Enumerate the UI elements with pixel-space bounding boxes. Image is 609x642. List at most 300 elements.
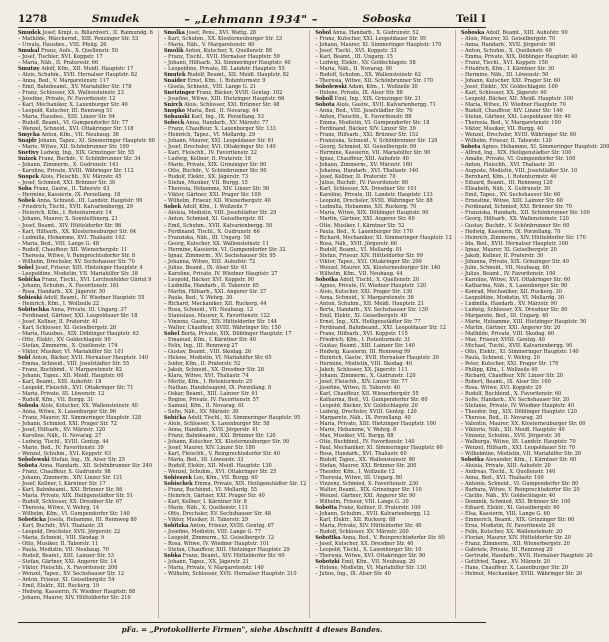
entry-details: – Franz, Buchbind., V. Margaretenstr. 82 [18,366,122,373]
entry-details: – Ferdinand, Schmied, XXI. Brünner Str. 70 [460,204,573,211]
entry-details: – Konrad, Mechaniker, XII. Ruckerg. 30 [460,288,562,295]
entry-details: – Wenzel, Schuhm., XVI. Ottakringer Str. 25 [163,469,277,476]
entry-details: – Maria, Witwe, IV. Wiedner Hauptstr. 70 [460,102,566,109]
entry-details: – Mathilde, Wäschernd., XIII. Penzinger Str. 53 [18,36,139,43]
entry-details: – Jakob, Schneid., XX. Dresdner Str. 28 [163,366,264,373]
entry-details: – Leopold, Zimmerm., XI. Geiselbergstr. 12 [163,535,274,542]
entry-details: – Mathilde, Private, VIII. Skodag. 60 [460,330,555,337]
entry-details: – Maria, Private, III. Löwenstr. 12 [18,390,105,397]
entry-details: – Wilhelm, Kfm., VII. Neubaug. 44 [315,270,403,277]
entry-details: – Helene, Modistin, VI. Mariahilfer Str. 130 [315,565,427,572]
entry-details: – Leopold, Fleischh., XVI. Ottakringer Str. 71 [18,384,134,391]
entry-details: – Valentin, Maurer, XX. Klosterneuburger Str. 60 [460,421,586,428]
entry-details: – Theresia, Witwe, V. Reinprechtsdorfer Str. 8 [18,252,136,259]
entry-details: – Stefanie, Private, IV. Wiedner Hauptstr. 40 [460,402,575,409]
entry-details: – Ludmilla, Handarb., II. Taborstr. 85 [163,282,260,289]
entry-details: – Emma, Private, XIX. Döblinger Hauptstr. 40 [460,54,578,61]
entry-details: – Theresia, Witwe, III. Ungarg. 80 [315,475,403,482]
entry-details: – Anna, Bed., V. Margaretenstr. 117 [18,78,110,85]
entry-surname: Sobieski [18,294,42,301]
entry-surname: Snetzinger [163,90,195,97]
entry-details: – Rosa, Witwe, XVI. Koppstr. 20 [460,384,542,391]
entry-details: – Elsa, Kassierin, VIII. Lange G. 60 [460,511,550,518]
entry-details: Josef, Pens., XVI. Wattg. 28 [184,30,257,36]
entry-details: – Rosa, Schneid., VII. Neubaug. 12 [163,306,253,313]
entry-details: – Maria, Private, XIX. Heiligenstädter Str. 51 [18,493,134,500]
entry-details: – Rosa, Näh., XVII. Jörgerstr. 66 [315,240,398,247]
entry-details: – Stefan, Zimmerm., X. Quellenstr. 174 [18,342,118,349]
entry-details: Franz, Kellner, II. Praterstr. 100 [337,505,421,512]
entry-details: – Stefan, Chauffeur, XIII. Hietzinger Hauptstr. 29 [163,547,290,554]
entry-surname: Sobotka [315,276,339,283]
entry-details: – Emil, Schuhm., XVII. Kalvarienbergg. 50 [163,222,273,229]
entry-details: – Karl, Fleischh., IV. Favoritenstr. 22 [163,150,257,157]
entry-details: – Ferdinand, Gärtner, XXI. Leopoldauer Str. 18 [18,312,138,319]
entry-details: – Johanna, Witwe, XIII. Auhofstr. 72 [163,258,256,265]
entry-surname: Sobotzki [315,559,340,566]
entry-details: – Agnes, Private, IV. Wiedner Hauptstr. 120 [315,282,427,289]
entry-surname: Sobota [460,144,481,151]
entry-details: – Ludmilla, Hebamme, XVI. Thaliastr. 102 [18,234,125,241]
entry-details: – Johann, Zimmerm., XIV. Linzer Str. 121 [18,475,123,482]
entry-details: – Paula, Schneid., V. Wehrg. 20 [460,354,540,361]
entry-details: – Philipp, Kfm., I. Wollzeile 40 [460,366,538,373]
entry-details: – Otto, Elektr., XV. Goldschlagstr. 90 [18,336,111,343]
entry-details: – Anna, Handarb., XVII. Jörgerstr. 41 [163,427,259,434]
entry-details: – Wenzel, Schneid., XVI. Ottakringer Str. 118 [18,126,134,133]
entry-details: – Vinzenz, Gastw., XIV. Hütteldorfer Str. 144 [163,318,277,325]
entry-surname: Sobl [18,354,31,361]
entry-surname: Sobička [163,415,187,421]
entry-details: – Theresia, Witwe, XVI. Ottakringer Str. 90 [315,553,426,560]
page-header [18,12,486,26]
entry-details: – Karl, Schlosser, XI. Geiselbergstr. 26 [18,324,117,331]
entry-details: – Cäcilie, Näh., XV. Goldschlagstr. 40 [460,493,556,500]
entry-details: Adolf, Beamt., XIII. Auhofstr. 90 [484,30,568,36]
entry-details: – Michael, Tischl., XVII. Kalvarienbergg. 90 [460,342,573,349]
entry-details: – Josefine, Witwe, XIII. Hietzinger Hauptstr. 66 [163,96,285,103]
entry-details: – Erna, Modistin, IV. Favoritenstr. 20 [460,523,555,530]
directory-entry [18,595,155,601]
entry-details: – Marie, Hebamme, XIII. Hietzinger Hauptstr. 50 [460,318,587,325]
entry-details: Alois, Gastw., XVII. Kalvarienbergg. 71 [334,102,436,109]
entry-details: – Karl, Beamt., III. Ungarg. 15 [315,54,393,61]
entry-details: – Bernhard, Kfm., I. Rotenturmstr. 40 [460,174,557,181]
entry-details: – Katharina, Bed., VI. Gumpendorfer Str. 60 [315,396,428,403]
entry-details: Adolf, Tischl., X. Quellenstr. 20 [338,276,420,283]
entry-details: – Viktor, Musiker, VII. Burgg. 40 [460,126,544,133]
entry-details: – Martin, Gärtner, XXI. Angerer Str. 60 [315,216,415,223]
entry-details: Agnes, Hebamme, XI. Simmeringer Hauptstr. 200 [480,144,609,151]
entry-details: – Josef, Drechsler, XVI. Ottakringer Str. 140 [163,144,276,151]
entry-details: – Richard, Chauffeur, XIV. Linzer Str. 20 [460,372,564,379]
entry-details: – Karl, Schlosser, XX. Dresdner Str. 101 [315,186,417,193]
entry-details: – Wenzel, Maurer, XX. Klosterneuburger Str. 140 [315,264,441,271]
entry-details: – Franz, Zimmerm., XII. Wienerbergstr. 20 [460,541,570,548]
entry-details: – Anton, Fleischh., XVI. Thaliastr. 20 [460,162,555,169]
entry-details: Josefa, Hebamme, III. Rennweg 80 [46,517,137,524]
entry-details: – Theresia, Bed., V. Margaretenstr. 100 [460,120,561,127]
entry-details: Ludwig, Ing., XIX. Grinzinger Str. 55 [38,150,135,157]
directory-entry [461,571,609,577]
entry-details: Adam, Kfm., I. Wollzeile 30 [346,84,418,91]
entry-details: – Viktor, Gärtner, XXI. Prager Str. 109 [163,192,261,199]
entry-details: – Franz, Chauffeur, X. Gudrunstr. 98 [18,469,111,476]
entry-surname: Sobota [315,102,335,109]
columns-container [18,30,609,618]
entry-details: – Alfred, Ing., XIX. Heiligenstädter Str. 100 [460,150,572,157]
entry-details: – Anna, Handarb., XVII. Jörgerstr. 90 [460,42,556,49]
entry-details: – Theodor, Kfm., I. Wollzeile 12 [315,469,395,476]
entry-details: – Jakob, Schlosser, XX. Jägerstr. 111 [315,366,408,373]
entry-details: – Johann, Zimmerm., XV. Märzstr. 160 [315,162,413,169]
entry-details: – Hedwig, Kassierin, III. Rennweg 99 [315,348,411,355]
entry-details: – Rudolf, Beamt., VI. Gumpendorfer Str. 77 [18,120,129,127]
entry-details: – Wilhelm, Schlosser, XVII. Hernalser Hauptstr. 210 [163,571,297,578]
entry-surname: Smukal [18,48,40,55]
entry-details: Leo, Kfm., VII. Burgg. 60 [191,475,258,482]
entry-details: – Maria, Bed., III. Löwenstr. 33 [163,457,244,464]
entry-surname: Sobel [18,264,34,271]
entry-details: – Anton, Friseur, XI. Geiselbergstr. 54 [18,577,115,584]
entry-details: – Hermine, Kassierin, VII. Mariahilfer Str. 90 [315,150,431,157]
entry-details: – Wilhelm, Friseur, VIII. Lange G. 30 [315,499,409,506]
entry-details: – Maria, Private, XIV. Hütteldorfer Str. 40 [315,523,422,530]
entry-details: – Berta, Handarb., XV. Sechshauser Str. 130 [315,306,428,313]
entry-details: – Felix, Ing., III. Rennweg 27 [163,342,238,349]
entry-details: – Ferdinand, Bahnbeamt., XXI. Leopoldauer Str. 12 [315,324,446,331]
directory-entry [164,571,306,577]
entry-details: – Marie, Private, XIX. Grinzinger Str. 80 [163,162,267,169]
entry-details: – Theresia, Witwe, V. Wehrg. 14 [18,505,100,512]
entry-details: – Leopold, Tischl., X. Laxenburger Str. 10 [315,547,422,554]
entry-details: – Emanuel, Kfm., I. Kärntner Str. 40 [163,336,256,343]
entry-details: – Karoline, Witwe, XVI. Ottakringer Str. 60 [460,276,571,283]
entry-details: – Josef, Beamt., XIV. Hütteldorfer Str. 86 [18,222,122,229]
entry-details: Adolf, Beamt., IV. Wiedner Hauptstr. 55 [41,294,145,301]
entry-surname: Soboticka [18,517,46,524]
entry-details: – Florian, Maurer, XIV. Hütteldorfer Str. 20 [460,535,571,542]
entry-details: – Julius, Ing., IX. Alser Str. 40 [315,571,391,578]
entry-details: – Viktor, Tapez., XVI. Ottakringer Str. 200 [315,258,422,265]
entry-details: – Marie, Näh., X. Quellenstr. 111 [163,505,248,512]
entry-details: – Franziska, Handarb., XII. Schönbrunner Str. 100 [460,210,590,217]
entry-details: – Friedrich, Kfm., I. Kärntner Str. 30 [460,66,555,73]
entry-details: – Helmut, Mechaniker, XVIII. Währinger Str. 20 [460,571,583,578]
entry-details: – Rudolf, Beamt., VI. Mollardg. 81 [315,246,403,253]
entry-details: – Gisela, Schneid., VIII. Lange G. 21 [163,84,257,91]
entry-details: – Anna, Schneid., V. Margaretenstr. 36 [315,294,414,301]
entry-surname: Snopek [18,174,39,181]
entry-details: – Josef, Hilfsarb., XV. Märzstr. 120 [18,427,106,434]
entry-details: – Johann, Zimmerm., X. Gudrunstr. 143 [18,162,119,169]
entry-details: – Julius, Buchdr., IV. Favoritenstr. 80 [315,180,409,187]
entry-details: – Rudolf, Schlosser, XX. Dresdner Str. 67 [18,499,123,506]
entry-details: – Theresia, Witwe, XII. Schönbrunner Str. 170 [315,78,434,85]
entry-surname: Sobitzka [163,523,189,530]
column-2 [164,30,310,618]
entry-surname: Smutny [18,66,40,73]
entry-details: – Wilhelm, Kfm., VI. Gumpendorfer Str. 140 [18,511,130,518]
entry-details: – Rudolf, Elektr., XII. Meidl. Hauptstr. 130 [163,463,272,470]
entry-details: – Paul, Mechaniker, XI. Simmeringer Hauptstr. 60 [315,445,443,452]
entry-details: – Rudolf, Chauffeur, XIV. Linzer Str. 140 [460,108,563,115]
entry-details: – Emil, Elektr., XII. Ruckerg. 19 [18,583,100,590]
entry-details: – Leopold, Bäcker, XII. Meidl. Hauptstr. 100 [460,96,574,103]
entry-details: – Rudolf, Elektr., XX. Jägerstr. 73 [163,174,249,181]
entry-details: – Viktor, Musiker, VI. Mariahilfer Str. 101 [18,348,124,355]
entry-surname: Smycka [18,132,40,139]
entry-details: – Margarete, Bed., III. Ungarg. 40 [460,312,549,319]
entry-details: – Leopoldine, Modistin, VI. Mollardg. 30 [460,294,565,301]
entry-details: Emil, Ing., XIX. Grinzinger Str. 21 [332,96,422,103]
entry-details: – Josef, Tischler, XVI. Koppstr. 17 [18,54,103,61]
entry-details: – Eduard, Beamt., III. Rennweg 120 [460,180,553,187]
column-3 [315,30,456,618]
entry-details: – Josef, Kellner, I. Kärntner Str. 17 [18,481,106,488]
entry-details: – Ludwig, Tischl., XVIII. Gentzg. 44 [18,439,109,446]
footer-rule [18,622,486,623]
entry-details: – Emil, Bahnbeamt., XV. Mariahilfer Str. 178 [18,84,132,91]
entry-surname: Smutek [163,72,186,79]
entry-details: Adolf, Kfm., XII. Meidl. Hauptstr. 17 [39,66,134,73]
entry-details: – Sofie, Handarb., XV. Sechshauser Str. 20 [460,396,570,403]
entry-details: – Leopold, Bäcker, XV. Goldschlagstr. 20 [315,402,418,409]
entry-surname: Smudek [18,30,41,36]
entry-details: – Richard, Mechaniker, XI. Simmeringer Hauptstr. 12 [315,234,452,241]
entry-details: – Johann, Kutscher, XXI. Prager Str. 60 [460,78,561,85]
entry-details: – Rudolf, Schlosser, XV. Märzstr. 200 [315,529,409,536]
entry-details: – Emma, Schneid., VIII. Josefstädter Str. 55 [18,360,130,367]
page-footer: pFa. = „Protokollierte Firmen", siehe Abschnitt 4 dieses Bandes. [121,625,383,634]
entry-details: Anna, Bed., V. Reinprechtsdorfer Str. 60 [340,535,445,542]
entry-details: – Anna, Bed., XVI. Thaliastr. 100 [460,475,544,482]
entry-surname: Sobek [163,204,182,211]
entry-details: – Karl, Chauffeur, XII. Wienerbergstr. 55 [315,390,419,397]
entry-surname: Soboska [460,30,485,36]
entry-surname: Sobischek [163,481,193,488]
entry-details: – Sofie, Näh., XV. Märzstr. 30 [163,408,239,415]
entry-details: – Franz, Maurer, XI. Simmeringer Hauptstr. 128 [18,415,142,421]
entry-details: – Peter, Kutscher, XXI. Prager Str. 170 [460,360,559,367]
entry-details: – Leopoldine, Private, III. Landstr. Hauptstr. 55 [163,66,285,73]
entry-details: – Johann, Tapez., XII. Meidl. Hauptstr. 60 [18,372,124,379]
entry-details: – Ferdinand, Tischl., X. Gudrunstr. 66 [163,228,260,235]
entry-details: Berta, Private, XIX. Döblinger Hauptstr. 17 [179,330,292,337]
entry-details: – Franz, Bahnbeamt., XXI. Brünner Str. 120 [163,433,276,440]
entry-details: Alois, Fleischh., XV. Märzstr. 45 [38,174,122,181]
entry-details: – Anna, Bed., VIII. Josefstädter Str. 70 [315,108,413,115]
entry-details: – Walter, Chauffeur, XVIII. Währinger Str. 150 [163,324,281,331]
column-1 [18,30,159,618]
entry-details: – Wenzel, Schuhm., XVI. Koppstr. 63 [18,451,111,458]
entry-details: – Ernestine, Witwe, XIII. Lainzer Str. 60 [460,198,563,205]
entry-details: – Josef, Maurer, XIV. Linzer Str. 180 [163,445,256,452]
entry-details: – Wilhelmine, Modistin, VII. Mariahilfer Str. 20 [460,451,582,458]
entry-details: – Johann, Maurer, XXI. Leopoldauer Str. 61 [163,138,275,145]
entry-surname: Sobanski [163,114,190,121]
entry-details: – Emma, Modistin, VI. Gumpendorfer Str. 18 [315,120,430,127]
entry-details: Maria, Bed., II. Novarag. 44 [184,108,259,115]
entry-details: – Paula, Bed., X. Laxenburger Str. 170 [315,228,413,235]
entry-details: – Klara, Witwe, XVI. Thaliastr. 74 [163,372,249,379]
entry-details: – Johanna, Handarb., XVI. Thaliastr. 140 [315,168,419,175]
entry-details: Anna, Schneid., III. Landstr. Hauptstr. 99 [35,198,143,205]
entry-details: – Isidor, Kfm., II. Praterstr. 52 [163,360,241,367]
entry-details: – Heinrich, Zimmerm., XIV. Hütteldorfer Str. 170 [460,234,586,241]
entry-details: – Heinrich, Gärtner, XXI. Prager Str. 40 [163,493,265,500]
entry-surname: Snajdr [18,138,37,145]
directory-entry [315,571,452,577]
entry-details: – Aloisia, Modistin, VIII. Josefstädter Str. 29 [163,210,277,217]
entry-details: – Karl, Buchdr., XVI. Thaliastr. 35 [18,523,104,530]
entry-details: – Wenzel, Gärtner, XXI. Angerer Str. 90 [315,493,416,500]
entry-details: – Auguste, Modistin, VIII. Josefstädter Str. 10 [460,168,578,175]
entry-details: Anton, Kutscher, X. Quellenstr. 88 [183,48,273,55]
entry-details: – Robert, Beamt., IX. Alser Str. 100 [460,378,551,385]
entry-details: – Karl, Fleischh., V. Reinprechtsdorfer Str. 40 [163,451,280,458]
entry-details: – Margarete, Näh., IX. Porzellang. 40 [315,415,411,421]
entry-details: – Walburga, Witwe, III. Landstr. Hauptstr. 70 [460,439,576,446]
entry-details: – Rosa, Witwe, IV. Wiedner Hauptstr. 101 [163,541,270,548]
entry-details: – Josefine, Witwe, II. Taborstr. 40 [315,384,400,391]
entry-details: – Ludmilla, Handarb., XV. Märzstr. 90 [460,300,557,307]
entry-details: – Johann, Maurer, XIV. Hütteldorfer Str. 210 [18,595,131,602]
entry-details: Franz, Gastw., II. Taborstr. 63 [31,186,110,193]
entry-details: Anna, Handarb., XII. Schönbrunner Str. 240 [37,463,153,470]
keyword-right: Soboska [362,13,412,25]
entry-details: Adolf, Tischl., XI. Simmeringer Hauptstr. 95 [186,415,301,421]
entry-details: – Richard, Mechaniker, XII. Ruckerg. 44 [163,300,267,307]
entry-surname: Sobek [18,198,36,205]
entry-surname: Snopko [163,108,185,115]
entry-details: – Otto, Drechsler, XV. Sechshauser Str. 48 [163,511,271,518]
entry-details: Franz, Beamt., XIV. Hütteldorfer Str. 60 [181,553,285,560]
entry-surname: Sobol [315,30,332,36]
entry-details: – Ursula, Hausbes., VIII. Pfeilg. 26 [18,42,107,49]
entry-details: – Leopold, Drechsler, XVII. Jörgerstr. 22 [18,529,121,536]
entry-details: Rudolf, Beamt., XII. Meidl. Hauptstr. 82 [185,72,289,79]
entry-details: – Ludwig, Elektr., XV. Goldschlagstr. 58 [315,60,416,67]
entry-details: – Gabriele, Private, III. Rennweg 20 [460,547,553,554]
entry-details: – Max, Friseur, XVIII. Gentzg. 40 [460,336,545,343]
entry-details: – Viktoria, Näh., XII. Meidl. Hauptstr. 40 [460,427,565,434]
entry-details: – Ludmilla, Hebamme, XII. Ruckerg. 70 [315,204,417,211]
entry-details: – Karl, Schlosser, XX. Jägerstr. 40 [460,90,547,97]
entry-details: – Anton, Fleischh., X. Favoritenstr. 88 [315,114,412,121]
entry-details: – Gustav, Beamt., XIII. Lainzer Str. 140 [315,342,415,349]
entry-details: – Otto, Musiker, II. Taborstr. 11 [18,541,99,548]
entry-details: – Moritz, Kfm., I. Rotenturmstr. 25 [163,378,253,385]
keyword-left: Smudek [91,13,140,25]
entry-details: – Anton, Schmied, XI. Geiselbergstr. 81 [163,216,265,223]
entry-details: – Wenzel, Drechsler, XVIII. Währinger Str. 60 [460,132,577,139]
entry-details: – Otto, Buchbind., IV. Favoritenstr. 140 [315,439,415,446]
entry-details: – Martin, Gärtner, XXI. Angerer Str. 20 [460,324,561,331]
entry-details: – Maria, Schneid., VIII. Skodag. 9 [18,535,105,542]
entry-details: Anton, Kfm., VII. Neubaug. 36 [39,132,119,139]
entry-details: – Julius, Beamt., IX. Alser Str. 61 [163,264,248,271]
entry-details: – Emmerich, Beamt., XIX. Grinzinger Str. 60 [460,517,575,524]
entry-details: – Samuel, Kfm., II. Novarag. 61 [163,402,245,409]
entry-surname: Sobitschka [18,306,50,313]
entry-surname: Sobota [18,463,38,470]
entry-details: – Anton, Schuhm., XII. Meidl. Hauptstr. 21 [315,300,425,307]
entry-details: – Josefine, Modistin, VIII. Lange G. 77 [163,529,261,536]
entry-details: Stefan, Ing., IX. Alser Str. 25 [49,457,125,464]
entry-surname: Smolik [163,48,184,55]
entry-details: – Helene, Modistin, VI. Mariahilfer Str. 65 [163,354,272,361]
entry-details: – Rudolf, Beamt., XIII. Lainzer Str. 33 [18,553,114,560]
entry-details: – Karl, Bahnbeamt., XXI. Brünner Str. 86 [18,487,123,494]
entry-details: – Rosa, Handarb., XX. Jägerstr. 50 [18,288,106,295]
entry-details: – Karl, Beamt., XIII. Auhofstr. 18 [18,378,102,385]
entry-details: – Paula, Modistin, VII. Neubaug. 70 [18,547,109,554]
column-4 [461,30,609,618]
entry-details: Emil, Kfm., VII. Neubaug. 20 [339,559,416,566]
entry-details: – Josef, Fleischh., XIV. Linzer Str. 77 [315,378,408,385]
entry-details: – Ludwig, Kellner, II. Praterstr. 18 [163,156,251,163]
entry-details: – Maria, Private, XIII. Hietzinger Hauptstr. 100 [315,421,437,428]
entry-details: Alexander, Kfm., I. Kärntner Str. 60 [483,457,577,464]
entry-surname: Snaider [163,78,186,85]
entry-details: – Julius, Beamt., IV. Favoritenstr. 100 [460,270,556,277]
entry-details: – Gustav, Beamt., VIII. Skodag. 26 [163,348,252,355]
entry-details: – Johann, Maurer, X. Sonnleithnerg. 21 [18,216,118,223]
entry-details: Adolf, Kfm., I. Wollzeile 7 [181,204,248,211]
entry-details: – Karoline, Näh., II. Novarag. 27 [18,433,102,440]
entry-details: – Alois, Kutscher, XXI. Prager Str. 130 [315,288,413,295]
entry-surname: Sobolewski [315,84,347,91]
entry-details: – Wilhelm, Drechsler, XV. Sechshauser Str. 70 [18,258,135,265]
entry-details: – Otto, Elektr., XI. Simmeringer Hauptstr. 140 [460,348,579,355]
entry-surname: Smolka [163,30,185,36]
entry-details: – Elisabeth, Näh., X. Gudrunstr. 30 [460,186,551,193]
entry-details: – Maria, Witwe, XIX. Döblinger Hauptstr. 90 [315,210,429,217]
entry-details: – Rudolf, Buchbind., X. Favoritenstr. 60 [460,390,562,397]
entry-details: – Amalie, Private, VI. Gumpendorfer Str. 100 [460,156,576,163]
entry-surname: Sobolewski [18,457,50,464]
entry-details: – Johann, Schuhm., X. Favoritenstr. 161 [18,282,120,289]
entry-details: – Maria, Bed., VIII. Lange G. 48 [18,240,100,247]
entry-details: – Jakob, Kellner, II. Praterstr. 30 [460,252,544,259]
entry-details: – Karl, Kellner, I. Kärntner Str. 8 [163,499,247,506]
entry-surname: Sobottka [315,535,341,542]
entry-details: – Hans, Chauffeur, X. Laxenburger Str. 20 [460,565,569,572]
entry-details: – Franziska, Schneid., V. Schönbrunner Str. 120 [315,138,438,145]
entry-details: – Stefan, Friseur, XIV. Hütteldorfer Str. 99 [315,252,423,259]
entry-details: Anna, Handarb., XV. Märzstr. 77 [184,120,269,127]
entry-details: Karl, Ing., IX. Porzellang. 53 [189,114,264,121]
entry-details: – Karl, Elektr., XII. Ruckerg. 88 [315,517,396,524]
entry-details: – Otto, Buchdr., V. Schönbrunner Str. 90 [163,168,267,175]
entry-details: – Maria, Private, V. Margaretenstr. 140 [163,565,264,572]
entry-details: – Walter, Beamt., XIX. Grinzinger Str. 110 [315,487,422,494]
entry-details: – Barbara, Witwe, V. Reinprechtsdorfer Str. 20 [460,487,580,494]
entry-details: – Alois, Schuhm., XVII. Hernalser Hauptstr. 82 [18,72,138,79]
entry-details: – Aloisia, Private, XIII. Auhofstr. 20 [460,463,551,470]
entry-details: – Karl, Schuhm., XX. Klosterneuburger Str. 33 [163,36,283,43]
entry-details: – Emil, Elektr., XI. Geiselbergstr. 40 [315,312,407,319]
entry-details: – Heinrich, Kfm., I. Rotenturmstr. 14 [18,210,112,217]
entry-details: Emma, Private, XIX. Heiligenstädter Str. 12 [192,481,307,488]
entry-details: – Franz, Tischl., XVII. Hernalser Hauptstr. 59 [163,54,280,61]
entry-surname: Soba [18,186,32,193]
entry-surname: Sobička [18,276,41,283]
entry-details: – Josefine, Private, IV. Favoritenstr. 12 [18,96,116,103]
entry-details: – Marie, Witwe, XII. Schönbrunner Str. 199 [18,144,129,151]
entry-details: – Franziska, Näh., III. Ungarg. 58 [163,234,251,241]
